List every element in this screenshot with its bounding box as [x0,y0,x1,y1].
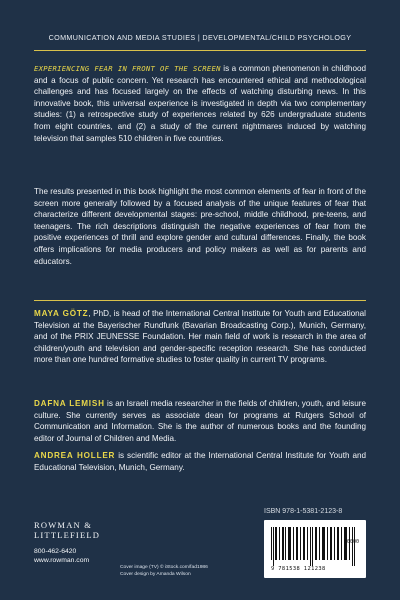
author-name-dafna-lemish: DAFNA LEMISH [34,399,105,408]
summary-paragraph-2: The results presented in this book highlight the most common elements of fear in front of the screen more generally followed by a focused analysis of the unique features of fear that characterize different developmental stages: pre-school, middle childhood, pre-teens, and teenagers. The rich descriptions distinguish the negative experiences of fear from the positive experiences of thrill and explore gender and cultural differences. Finally, the book offers implications for media producers and policy makers as well as for parents and educators. [34,187,366,266]
publisher-name-line-1: ROWMAN & [34,520,93,530]
summary-paragraph-1-text: is a common phenomenon in childhood and a focus of public concern. Yet research has encountered ethical and methodological challenges and has focused largely on the effects of watching disturbing news. In this innovative book, this universal experience is investigated in depth via two complementary studies: (1) a retrospective study of experiences related by 626 undergraduate students from eight countries, and (2) a study of the current nightmares induced by watching television that samples 510 children in five countries. [34,64,367,143]
subject-categories: COMMUNICATION AND MEDIA STUDIES | DEVELOPMENTAL/CHILD PSYCHOLOGY [48,33,352,42]
barcode-number: 9 781538 121238 [271,566,326,572]
author-bio-text-maya-gotz: , PhD, is head of the International Central Institute for Youth and Educational Television at the Bayerischer Rundfunk (Bavarian Broadcasting Corp.), Munich, Germany, and of the PRIX JEUNESSE Foundation. Her main field of work is research in the area of children/youth and television and gender-specific reception research. She has conducted more than one hundred formative studies to foster quality in current TV programs. [34,309,366,365]
publisher-block [34,520,134,565]
author-name-maya-gotz: MAYA GÖTZ [34,309,89,318]
publisher-name-line-2: LITTLEFIELD [34,530,101,540]
summary-paragraph-1 [34,63,366,144]
publisher-phone: 800-462-6420 [34,548,77,555]
author-bio-andrea-holler [34,450,366,473]
barcode-bars [270,527,360,566]
author-bio-dafna-lemish [34,398,366,444]
summary-lead: EXPERIENCING FEAR IN FRONT OF THE SCREEN [34,64,221,73]
barcode-svg [270,527,360,566]
cover-image-credit: Cover image (TV) © iStock.com/fad1986 [120,565,208,570]
author-bio-text-andrea-holler: is scientific editor at the International Central Institute for Youth and Educational Television, Munich, Germany. [34,451,367,472]
barcode-box [264,520,366,578]
isbn-label: ISBN 978-1-5381-2123-8 [264,508,343,515]
barcode-price-code: 90000 [343,539,359,545]
middle-divider [34,300,366,301]
top-divider [34,50,366,51]
cover-credits [120,564,208,578]
author-bio-text-dafna-lemish: is an Israeli media researcher in the fields of children, youth, and leisure culture. She currently serves as associate dean for programs at Rutgers School of Communication and Information. She is the author of numerous books and the founding editor of Journal of Children and Media. [34,399,367,443]
cover-design-credit: Cover design by Amanda Wilson [120,572,191,577]
author-bio-maya-gotz [34,308,366,366]
cover-footer [34,508,366,580]
publisher-website: www.rowman.com [34,557,90,564]
author-name-andrea-holler: ANDREA HOLLER [34,451,116,460]
